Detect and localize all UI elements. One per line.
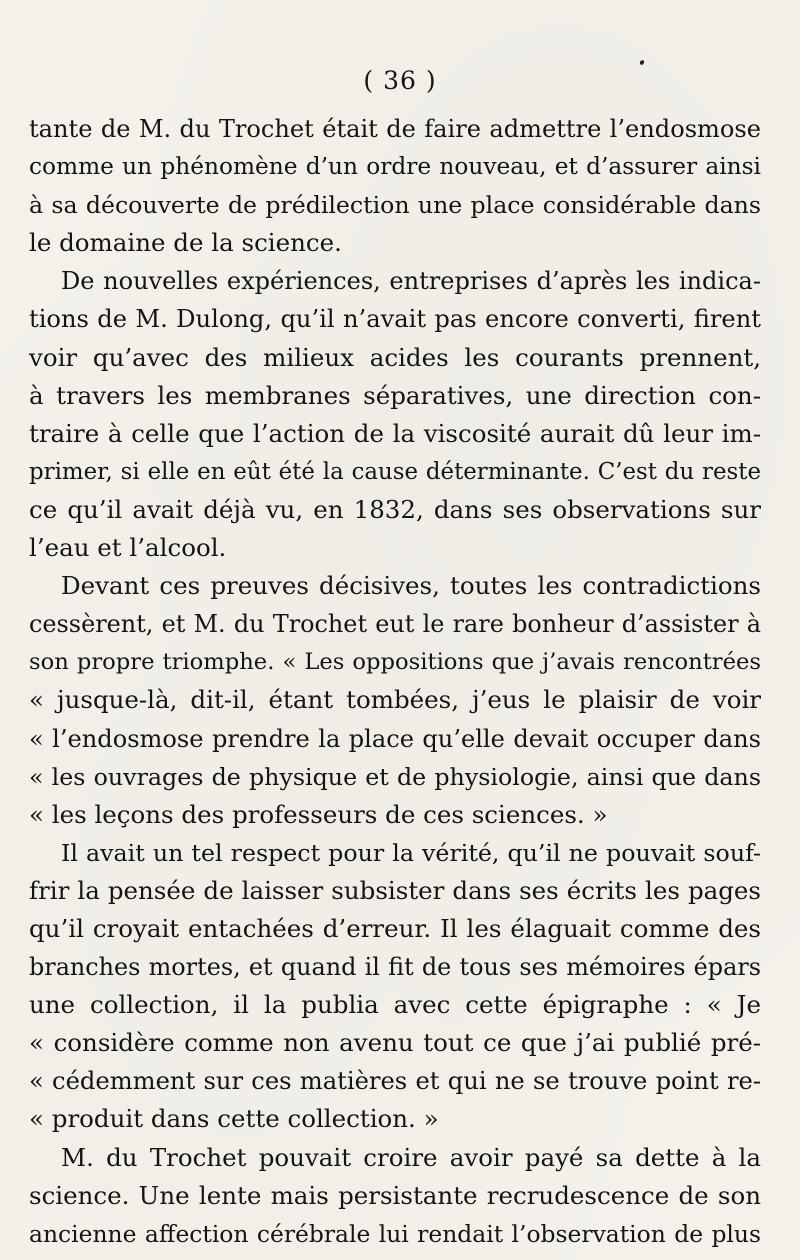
text-line: « les ouvrages de physique et de physiologie, ainsi que dans bbox=[29, 762, 761, 791]
text-line: « considère comme non avenu tout ce que j’ai publié pré- bbox=[29, 1028, 761, 1058]
text-line: « l’endosmose prendre la place qu’elle devait occuper dans bbox=[29, 724, 761, 753]
text-line: son propre triomphe. « Les oppositions que j’avais rencontrées bbox=[29, 649, 761, 676]
text-line: Il avait un tel respect pour la vérité, qu’il ne pouvait souf- bbox=[61, 838, 761, 867]
text-line: science. Une lente mais persistante recrudescence de son bbox=[29, 1180, 761, 1210]
text-line: le domaine de la science. bbox=[29, 228, 342, 258]
text-line: à travers les membranes séparatives, une direction con- bbox=[29, 380, 761, 410]
text-line: une collection, il la publia avec cette épigraphe : « Je bbox=[29, 990, 761, 1020]
text-line: « jusque-là, dit-il, étant tombées, j’eus le plaisir de voir bbox=[29, 685, 761, 715]
text-line: ce qu’il avait déjà vu, en 1832, dans ses observations sur bbox=[29, 494, 761, 524]
text-line: tante de M. du Trochet était de faire admettre l’endosmose bbox=[29, 115, 761, 143]
text-line: traire à celle que l’action de la viscosité aurait dû leur im- bbox=[29, 418, 761, 448]
text-line: l’eau et l’alcool. bbox=[29, 533, 227, 563]
text-line: qu’il croyait entachées d’erreur. Il les élaguait comme des bbox=[29, 913, 761, 943]
text-line: Devant ces preuves décisives, toutes les contradictions bbox=[61, 571, 761, 601]
page-number: ( 36 ) bbox=[363, 66, 437, 95]
text-line: « cédemment sur ces matières et qui ne se trouve point re- bbox=[29, 1067, 761, 1096]
text-line: cessèrent, et M. du Trochet eut le rare bonheur d’assister à bbox=[29, 610, 761, 639]
text-line: M. du Trochet pouvait croire avoir payé sa dette à la bbox=[61, 1142, 761, 1172]
text-line: De nouvelles expériences, entreprises d’après les indica- bbox=[61, 267, 761, 296]
text-line: comme un phénomène d’un ordre nouveau, et d’assurer ainsi bbox=[29, 153, 761, 181]
text-line: tions de M. Dulong, qu’il n’avait pas encore converti, firent bbox=[29, 305, 761, 334]
text-line: « produit dans cette collection. » bbox=[29, 1104, 439, 1134]
text-line: voir qu’avec des milieux acides les courants prennent, bbox=[29, 342, 761, 372]
text-line: à sa découverte de prédilection une place considérable dans bbox=[29, 191, 761, 220]
text-line: ancienne affection cérébrale lui rendait l’observation de plus bbox=[29, 1219, 761, 1248]
text-line: frir la pensée de laisser subsister dans ses écrits les pages bbox=[29, 875, 761, 905]
body-text bbox=[29, 110, 761, 1253]
text-line: « les leçons des professeurs de ces sciences. » bbox=[29, 799, 608, 829]
ink-speck bbox=[639, 59, 645, 65]
text-line: branches mortes, et quand il fit de tous ses mémoires épars bbox=[29, 953, 761, 982]
text-line: primer, si elle en eût été la cause déterminante. C’est du reste bbox=[29, 458, 761, 485]
